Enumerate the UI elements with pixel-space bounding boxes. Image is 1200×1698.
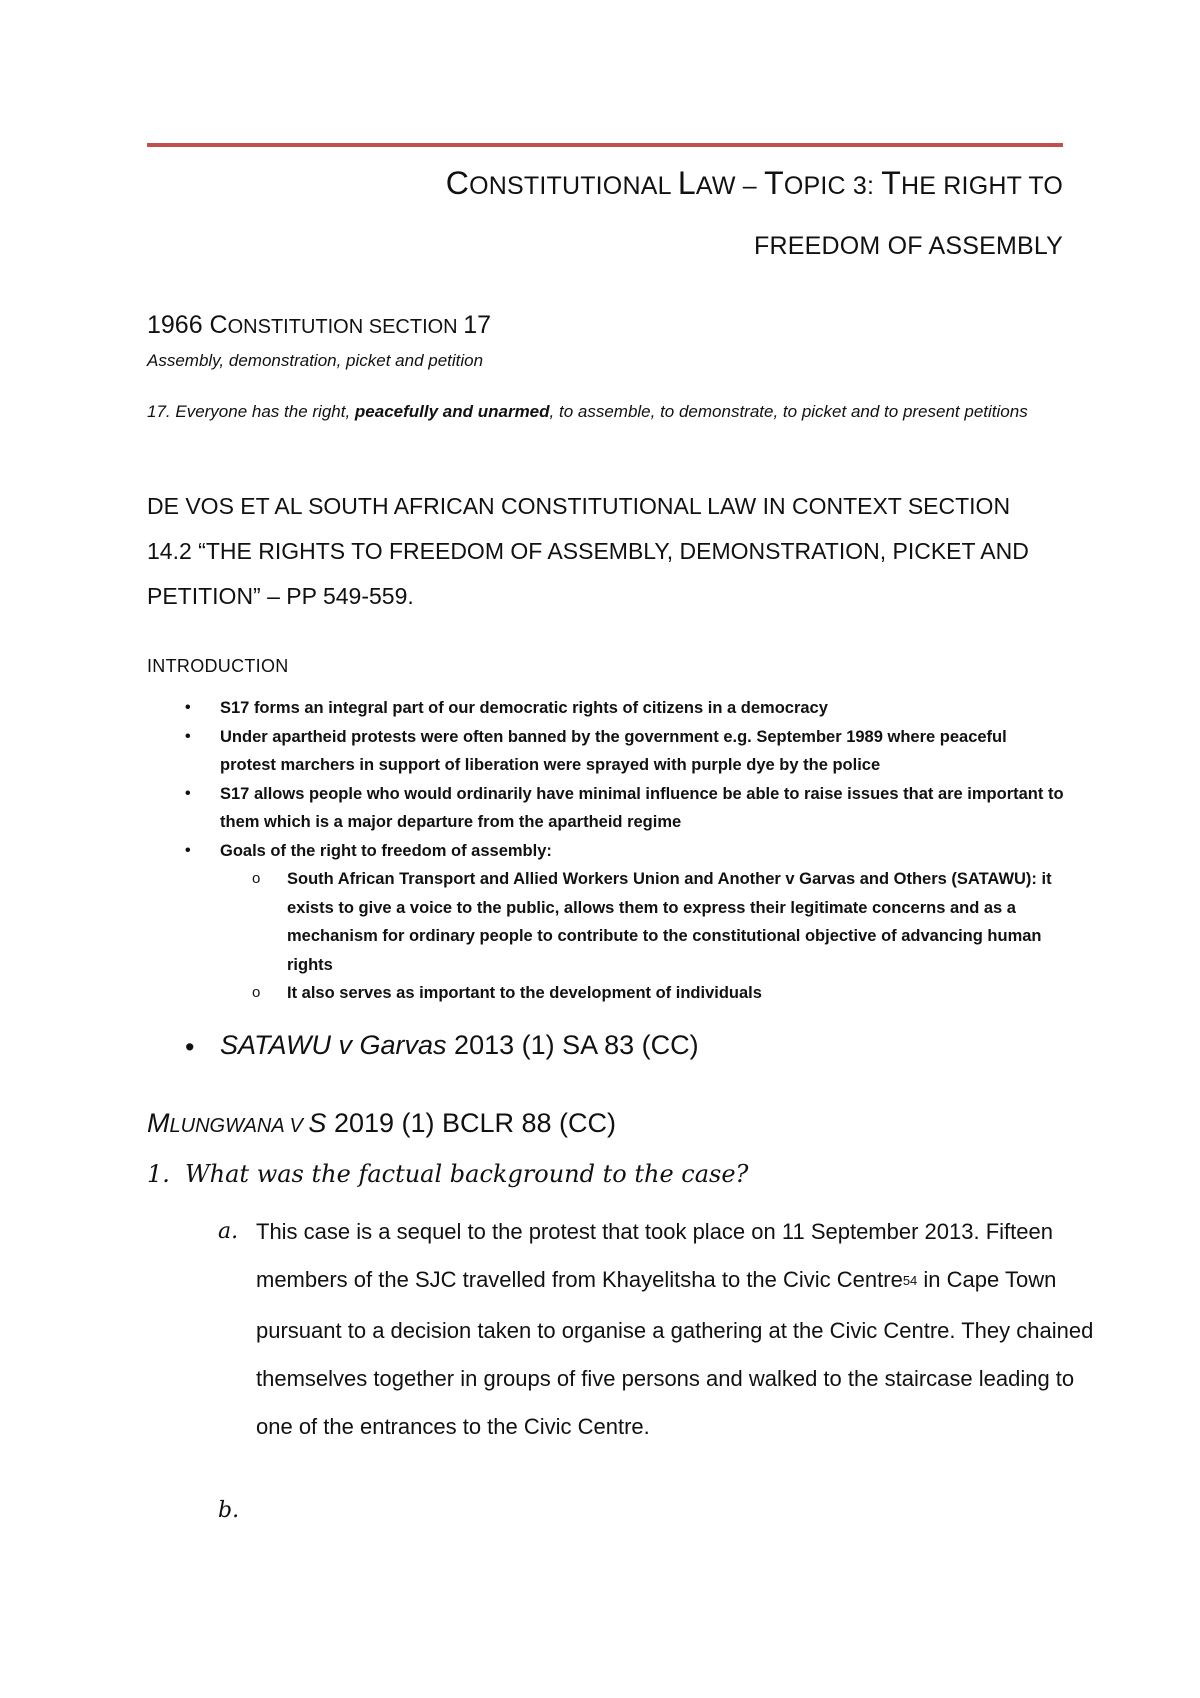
section-heading-constitution: 1966 CONSTITUTION SECTION 17 bbox=[147, 311, 491, 339]
document-page: CONSTITUTIONAL LAW – TOPIC 3: THE RIGHT TO FREEDOM OF ASSEMBLY 1966 CONSTITUTION SECTION 17 Assembly, demonstration, picket and petition 17. Everyone has the right, peacefully and unarmed, to assemble, to demonstrate, to picket and to present petitions DE VOS ET AL SOUTH AFRICAN CONSTITUTIONAL LAW IN CONTEXT SECTION 14.2 “THE RIGHTS TO FREEDOM OF ASSEMBLY, DEMONSTRATION, PICKET AND PETITION” – PP 549-559. INTRODUCTION • S17 forms an integral part of our democratic rights of citizens in a democracy • Under apartheid protests were often banned by the government e.g. September 1989 where peaceful protest marchers in support of liberation were sprayed with purple dye by the police • S17 allows people who would ordinarily have minimal influence be able to raise issues that are important to them which is a major departure from the apartheid regime • Goals of the right to freedom of assembly: o South African Transport and Allied Workers Union and Another v Garvas and Others (SATAWU): it exists to give a voice to the public, allows them to express their legitimate concerns and as a mechanism for ordinary people to contribute to the constitutional objective of advancing human rights o It also serves as important to the development of individuals • SATAWU v Garvas 2013 (1) SA 83 (CC) MLUNGWANA V S 2019 (1) BCLR 88 (CC) 1. What was the factual background to the case? a. This case is a sequel to the protest that took place on 11 September 2013. Fifteen members of the SJC travelled from Khayelitsha to the Civic Centre$^{54}$ in Cape Town pursuant to a decision taken to organise a gathering at the Civic Centre. They chained themselves together in groups of five persons and walked to the staircase leading to one of the entrances to the Civic Centre. b. bbox=[0, 0, 1200, 1698]
title-rule bbox=[147, 143, 1063, 147]
introduction-list bbox=[147, 694, 1067, 1008]
introduction-heading: INTRODUCTION bbox=[147, 656, 289, 676]
list-item: • S17 forms an integral part of our democratic rights of citizens in a democracy bbox=[147, 694, 1067, 723]
list-item: • Goals of the right to freedom of assembly: o South African Transport and Allied Workers Union and Another v Garvas and Others (SATAWU): it exists to give a voice to the public, allows them to express their legitimate concerns and as a mechanism for ordinary people to contribute to the constitutional objective of advancing human rights o It also serves as important to the development of individuals bbox=[147, 837, 1067, 1008]
footnote-ref: 54 bbox=[902, 1273, 918, 1288]
goals-sub-list bbox=[220, 865, 1067, 1008]
bullet-icon: • bbox=[185, 1032, 195, 1062]
document-title-line-2: FREEDOM OF ASSEMBLY bbox=[754, 232, 1063, 260]
section-17-text: 17. Everyone has the right, peacefully and unarmed, to assemble, to demonstrate, to picket and to present petitions bbox=[147, 402, 1028, 421]
sub-list-item: o South African Transport and Allied Workers Union and Another v Garvas and Others (SATAWU): it exists to give a voice to the public, allows them to express their legitimate concerns and as a mechanism for ordinary people to contribute to the constitutional objective of advancing human rights bbox=[214, 865, 1067, 979]
case-mlungwana-heading: MLUNGWANA V S 2019 (1) BCLR 88 (CC) bbox=[147, 1108, 617, 1138]
section-subtitle: Assembly, demonstration, picket and petition bbox=[147, 351, 484, 370]
section-heading-de-vos: DE VOS ET AL SOUTH AFRICAN CONSTITUTIONAL LAW IN CONTEXT SECTION 14.2 “THE RIGHTS TO FREEDOM OF ASSEMBLY, DEMONSTRATION, PICKET AND PETITION” – PP 549-559. bbox=[147, 493, 1029, 609]
list-item: • Under apartheid protests were often banned by the government e.g. September 1989 where peaceful protest marchers in support of liberation were sprayed with purple dye by the police bbox=[147, 723, 1067, 780]
document-title-line-1: CONSTITUTIONAL LAW – TOPIC 3: THE RIGHT TO bbox=[445, 165, 1063, 201]
sub-list-item: o It also serves as important to the development of individuals bbox=[214, 979, 1067, 1008]
list-item: • S17 allows people who would ordinarily have minimal influence be able to raise issues that are important to them which is a major departure from the apartheid regime bbox=[147, 780, 1067, 837]
answer-b-label: b. bbox=[218, 1498, 240, 1523]
answer-a-text: This case is a sequel to the protest that took place on 11 September 2013. Fifteen members of the SJC travelled from Khayelitsha to the Civic Centre$^{54}$ in Cape Town pursuant to a decision taken to organise a gathering at the Civic Centre. They chained themselves together in groups of five persons and walked to the staircase leading to one of the entrances to the Civic Centre. bbox=[256, 1219, 1094, 1439]
